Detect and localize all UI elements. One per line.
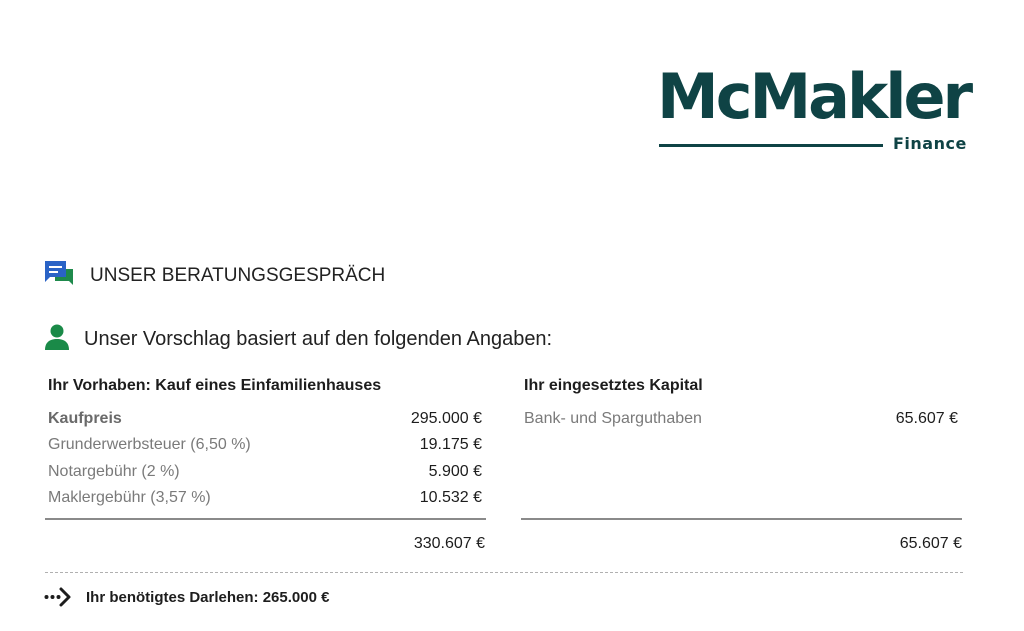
plan-total: 330.607 € bbox=[413, 535, 485, 552]
plan-row-kaufpreis bbox=[46, 406, 486, 432]
logo-wordmark: McMakler bbox=[657, 60, 971, 133]
person-icon bbox=[44, 323, 76, 355]
plan-row-notargebuehr bbox=[46, 459, 486, 485]
plan-title: Ihr Vorhaben: Kauf eines Einfamilienhauses bbox=[48, 377, 382, 394]
row-label: Bank- und Sparguthaben bbox=[524, 410, 702, 427]
logo-underline bbox=[659, 144, 883, 147]
capital-divider bbox=[521, 518, 962, 520]
dashed-separator bbox=[45, 572, 963, 573]
row-value: 295.000 € bbox=[410, 410, 482, 427]
row-label: Notargebühr (2 %) bbox=[48, 462, 180, 480]
plan-row-maklergebuehr bbox=[46, 485, 486, 511]
capital-row-savings bbox=[522, 406, 962, 432]
row-value: 5.900 € bbox=[428, 462, 482, 480]
loan-text: Ihr benötigtes Darlehen: 265.000 € bbox=[86, 588, 330, 606]
proposal-heading bbox=[44, 323, 552, 355]
capital-title: Ihr eingesetztes Kapital bbox=[524, 377, 703, 394]
plan-divider bbox=[45, 518, 486, 520]
consultation-title: UNSER BERATUNGSGESPRÄCH bbox=[90, 265, 386, 286]
capital-column bbox=[522, 374, 962, 432]
capital-total: 65.607 € bbox=[899, 535, 962, 552]
plan-column bbox=[46, 374, 486, 511]
row-label: Kaufpreis bbox=[48, 410, 122, 427]
row-value: 65.607 € bbox=[895, 410, 958, 427]
plan-row-grunderwerbsteuer bbox=[46, 432, 486, 458]
dotted-arrow-right-icon bbox=[44, 586, 72, 608]
consultation-heading bbox=[44, 260, 385, 292]
proposal-text: Unser Vorschlag basiert auf den folgenden Angaben: bbox=[84, 327, 553, 350]
row-value: 19.175 € bbox=[419, 436, 482, 454]
chat-bubbles-icon bbox=[44, 260, 76, 292]
row-label: Maklergebühr (3,57 %) bbox=[48, 488, 211, 506]
logo-subtitle: Finance bbox=[893, 134, 967, 153]
mcmakler-finance-logo bbox=[657, 60, 983, 156]
row-label: Grunderwerbsteuer (6,50 %) bbox=[48, 436, 251, 454]
loan-summary bbox=[44, 586, 329, 608]
row-value: 10.532 € bbox=[419, 488, 482, 506]
